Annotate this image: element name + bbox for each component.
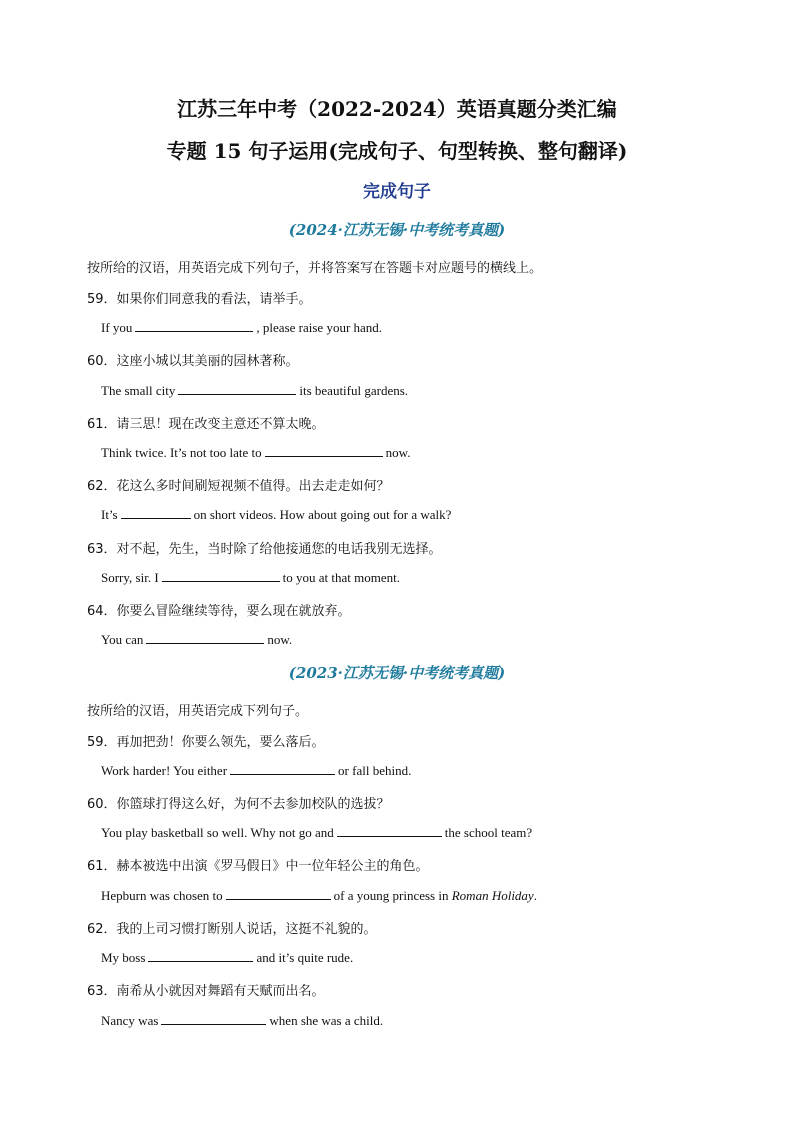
answer-blank[interactable]	[162, 569, 280, 582]
sentence-start: My boss	[101, 950, 146, 965]
question-chinese: 61．请三思！现在改变主意还不算太晚。	[87, 417, 325, 432]
sentence-start: Think twice. It’s not too late to	[101, 445, 262, 460]
section-heading: 完成句子	[363, 182, 431, 202]
question-chinese: 62．我的上司习惯打断别人说话，这挺不礼貌的。	[87, 922, 377, 937]
question-english	[101, 887, 537, 904]
sentence-start: If you	[101, 320, 133, 335]
document-topic-title: 专题 15 句子运用(完成句子、句型转换、整句翻译)	[166, 139, 628, 163]
sentence-start: Nancy was	[101, 1013, 159, 1028]
sentence-end: when she was a child.	[269, 1013, 384, 1028]
answer-blank[interactable]	[226, 887, 331, 900]
answer-blank[interactable]	[146, 631, 264, 644]
sentence-start: You play basketball so well. Why not go and	[101, 825, 334, 840]
answer-blank[interactable]	[121, 506, 191, 519]
answer-blank[interactable]	[230, 762, 335, 775]
sentence-end: its beautiful gardens.	[299, 383, 409, 398]
question-english	[101, 631, 292, 648]
question-english	[101, 949, 353, 966]
question-chinese: 61．赫本被选中出演《罗马假日》中一位年轻公主的角色。	[87, 859, 429, 874]
answer-blank[interactable]	[265, 444, 383, 457]
sentence-end: .	[533, 888, 537, 903]
question-chinese: 60．这座小城以其美丽的园林著称。	[87, 354, 299, 369]
section-source-label-2023: (2023·江苏无锡·中考统考真题)	[288, 664, 506, 682]
sentence-end: on short videos. How about going out for a walk?	[193, 507, 452, 522]
answer-blank[interactable]	[135, 319, 253, 332]
question-chinese: 59．再加把劲！你要么领先，要么落后。	[87, 735, 325, 750]
answer-blank[interactable]	[337, 824, 442, 837]
question-english	[101, 319, 382, 336]
sentence-start: It’s	[101, 507, 118, 522]
movie-title: Roman Holiday	[451, 888, 534, 903]
sentence-start: Sorry, sir. I	[101, 570, 159, 585]
sentence-start: Work harder! You either	[101, 763, 228, 778]
sentence-end: now.	[385, 445, 411, 460]
question-english	[101, 506, 451, 523]
instruction-text: 按所给的汉语，用英语完成下列句子，并将答案写在答题卡对应题号的横线上。	[87, 261, 543, 276]
sentence-start: Hepburn was chosen to	[101, 888, 223, 903]
sentence-end: now.	[267, 632, 293, 647]
question-english	[101, 382, 408, 399]
sentence-end: to you at that moment.	[282, 570, 400, 585]
answer-blank[interactable]	[178, 382, 296, 395]
question-english	[101, 1012, 383, 1029]
section-source-label-2024: (2024·江苏无锡·中考统考真题)	[288, 221, 506, 239]
question-english	[101, 762, 411, 779]
question-chinese: 63．对不起，先生，当时除了给他接通您的电话我别无选择。	[87, 542, 442, 557]
sentence-end: and it’s quite rude.	[256, 950, 354, 965]
question-english	[101, 569, 400, 586]
question-english	[101, 444, 410, 461]
question-chinese: 64．你要么冒险继续等待，要么现在就放弃。	[87, 604, 351, 619]
answer-blank[interactable]	[148, 949, 253, 962]
sentence-end: or fall behind.	[338, 763, 412, 778]
sentence-start: The small city	[101, 383, 176, 398]
question-chinese: 62．花这么多时间刷短视频不值得。出去走走如何？	[87, 479, 390, 494]
sentence-start: You can	[101, 632, 144, 647]
answer-blank[interactable]	[161, 1012, 266, 1025]
sentence-end: the school team?	[444, 825, 533, 840]
question-chinese: 59．如果你们同意我的看法，请举手。	[87, 292, 312, 307]
document-title: 江苏三年中考（2022-2024）英语真题分类汇编	[177, 97, 617, 121]
instruction-text: 按所给的汉语，用英语完成下列句子。	[87, 704, 309, 719]
question-english	[101, 824, 532, 841]
sentence-end: , please raise your hand.	[256, 320, 383, 335]
question-chinese: 63．南希从小就因对舞蹈有天赋而出名。	[87, 984, 325, 999]
question-chinese: 60．你篮球打得这么好，为何不去参加校队的选拔？	[87, 797, 390, 812]
sentence-middle: of a young princess in	[333, 888, 449, 903]
